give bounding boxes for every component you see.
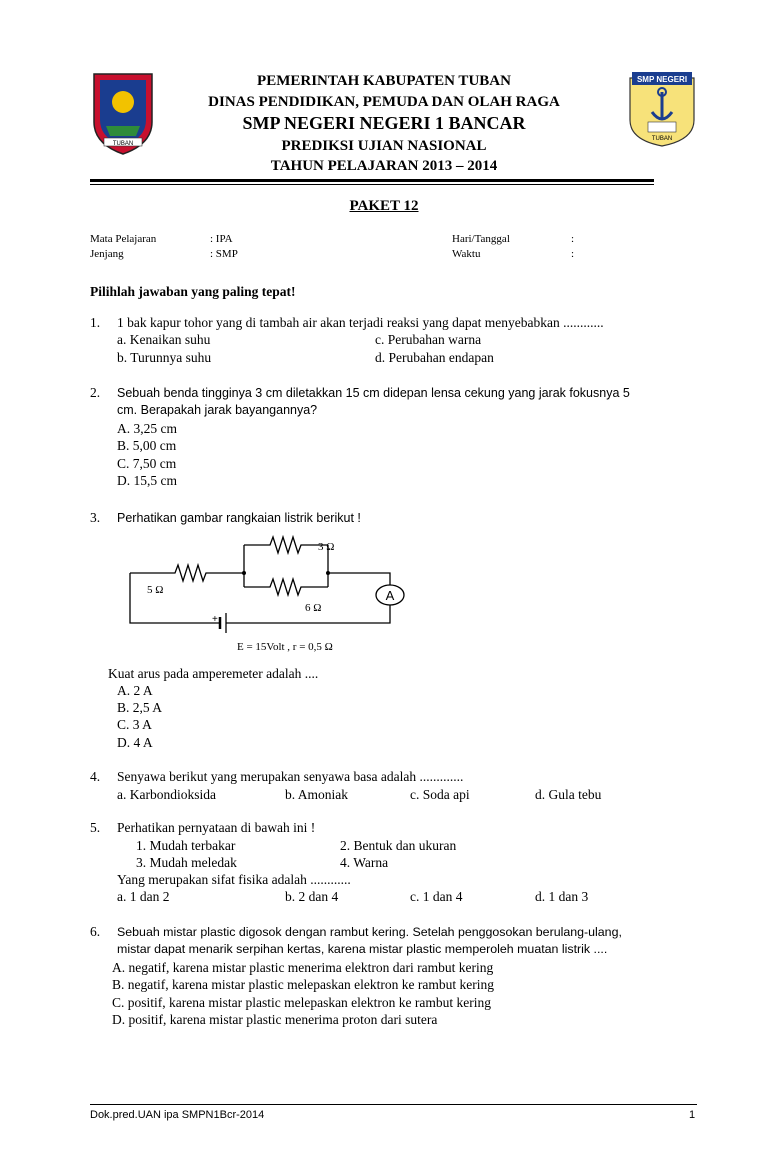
paket-title: PAKET 12: [349, 198, 419, 214]
header-department: DINAS PENDIDIKAN, PEMUDA DAN OLAH RAGA: [208, 94, 560, 110]
q1-option-a: a. Kenaikan suhu: [117, 332, 211, 347]
q2-option-d: D. 15,5 cm: [117, 473, 177, 488]
q5-text: Perhatikan pernyataan di bawah ini !: [117, 820, 316, 835]
r2-label: 6 Ω: [305, 602, 322, 614]
q6-option-c: C. positif, karena mistar plastic melepaskan elektron ke rambut kering: [112, 995, 492, 1010]
instruction: Pilihlah jawaban yang paling tepat!: [90, 284, 296, 299]
meta-jenjang-value: : SMP: [210, 248, 238, 260]
q3-number: 3.: [90, 510, 101, 525]
footer-document-id: Dok.pred.UAN ipa SMPN1Bcr-2014: [90, 1109, 265, 1121]
q3-question: Kuat arus pada amperemeter adalah ....: [108, 666, 319, 681]
q3-option-b: B. 2,5 A: [117, 700, 163, 715]
header-divider-thick: [90, 179, 654, 182]
q3-option-d: D. 4 A: [117, 735, 153, 750]
q5-statement-3: 3. Mudah meledak: [136, 855, 237, 870]
r3-label: 5 Ω: [147, 584, 164, 596]
meta-mapel-value: : IPA: [210, 233, 233, 245]
battery-plus: +: [212, 614, 218, 625]
q6-number: 6.: [90, 924, 101, 939]
source-label: E = 15Volt , r = 0,5 Ω: [237, 641, 333, 653]
right-logo-sublabel: TUBAN: [651, 136, 673, 142]
circuit-diagram: [120, 535, 410, 655]
q5-number: 5.: [90, 820, 101, 835]
footer-page-number: 1: [689, 1109, 696, 1121]
q1-option-d: d. Perubahan endapan: [375, 350, 494, 365]
q5-option-a: a. 1 dan 2: [117, 889, 170, 904]
q6-option-a: A. negatif, karena mistar plastic menerima elektron dari rambut kering: [112, 960, 494, 975]
q5-statement-4: 4. Warna: [340, 855, 389, 870]
q2-option-c: C. 7,50 cm: [117, 456, 177, 471]
q3-option-c: C. 3 A: [117, 717, 152, 732]
q3-text: Perhatikan gambar rangkaian listrik berikut !: [117, 511, 361, 525]
q6-text-line1: Sebuah mistar plastic digosok dengan rambut kering. Setelah penggosokan berulang-ulang,: [117, 925, 622, 939]
resistor-3-ohm: [244, 537, 328, 553]
meta-mapel-label: Mata Pelajaran: [90, 233, 157, 245]
junction-right-top: [326, 571, 330, 575]
header-exam: PREDIKSI UJIAN NASIONAL: [281, 138, 487, 154]
meta-waktu-label: Waktu: [452, 248, 481, 260]
footer-divider: [90, 1104, 697, 1105]
meta-waktu-value: :: [571, 248, 575, 260]
q4-option-b: b. Amoniak: [285, 787, 348, 802]
q1-option-b: b. Turunnya suhu: [117, 350, 212, 365]
wire-left-top: [130, 565, 244, 581]
q5-option-b: b. 2 dan 4: [285, 889, 339, 904]
q4-number: 4.: [90, 769, 101, 784]
q2-option-b: B. 5,00 cm: [117, 438, 177, 453]
q3-option-a: A. 2 A: [117, 683, 153, 698]
q1-number: 1.: [90, 315, 101, 330]
q1-option-c: c. Perubahan warna: [375, 332, 482, 347]
q5-option-c: c. 1 dan 4: [410, 889, 463, 904]
right-logo-label: SMP NEGERI: [636, 75, 688, 84]
header-divider-thin: [90, 184, 654, 185]
header-government: PEMERINTAH KABUPATEN TUBAN: [257, 73, 511, 89]
q2-option-a: A. 3,25 cm: [117, 421, 177, 436]
header-school: SMP NEGERI NEGERI 1 BANCAR: [242, 113, 526, 133]
r1-label: 3 Ω: [318, 541, 335, 553]
q6-option-d: D. positif, karena mistar plastic menerima proton dari sutera: [112, 1012, 438, 1027]
q4-option-c: c. Soda api: [410, 787, 470, 802]
meta-jenjang-label: Jenjang: [90, 248, 124, 260]
q2-text-line1: Sebuah benda tingginya 3 cm diletakkan 15 cm didepan lensa cekung yang jarak fokusnya 5: [117, 386, 630, 400]
q5-option-d: d. 1 dan 3: [535, 889, 589, 904]
junction-left-top: [242, 571, 246, 575]
wire-right-top: [328, 573, 390, 585]
q1-text: 1 bak kapur tohor yang di tambah air akan terjadi reaksi yang dapat menyebabkan ............: [117, 315, 604, 330]
resistor-6-ohm: [244, 579, 328, 595]
q6-option-b: B. negatif, karena mistar plastic melepaskan elektron ke rambut kering: [112, 977, 494, 992]
meta-hari-label: Hari/Tanggal: [452, 233, 510, 245]
header-year: TAHUN PELAJARAN 2013 – 2014: [270, 158, 498, 174]
q4-text: Senyawa berikut yang merupakan senyawa basa adalah .............: [117, 769, 464, 784]
q2-number: 2.: [90, 385, 101, 400]
q5-statement-2: 2. Bentuk dan ukuran: [340, 838, 457, 853]
ammeter-label: A: [385, 588, 395, 603]
wire-bottom-left: [130, 573, 220, 623]
q4-option-d: d. Gula tebu: [535, 787, 602, 802]
q2-text-line2: cm. Berapakah jarak bayangannya?: [117, 403, 318, 417]
q4-option-a: a. Karbondioksida: [117, 787, 216, 802]
q5-question: Yang merupakan sifat fisika adalah ............: [117, 872, 351, 887]
left-logo-label: TUBAN: [112, 141, 134, 147]
meta-hari-value: :: [571, 233, 575, 245]
q6-text-line2: mistar dapat menarik serpihan kertas, karena mistar plastic memperoleh muatan listrik ....: [117, 942, 608, 956]
q5-statement-1: 1. Mudah terbakar: [136, 838, 236, 853]
